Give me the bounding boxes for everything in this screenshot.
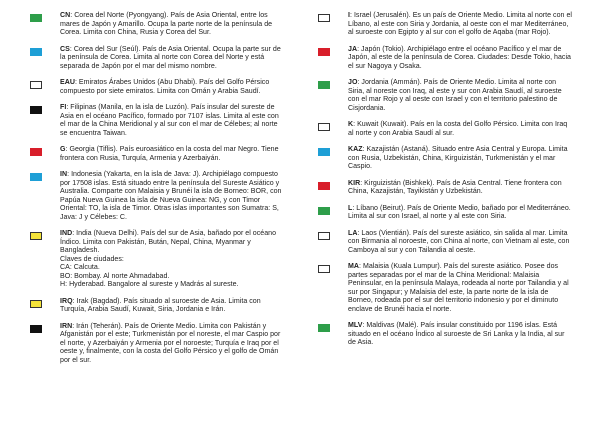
entry-text: MLV: Maldivas (Malé). País insular constituido por 1196 islas. Está situado en el océano Índico al suroeste de Sri Lanka y la India, al sur de Asia. xyxy=(348,322,565,346)
color-swatch xyxy=(30,173,42,181)
color-swatch xyxy=(318,48,330,56)
country-entry xyxy=(30,171,286,222)
entry-text: LA: Laos (Vientián). País del sureste asiático, sin salida al mar. Limita con Birmania al noroeste, con China al norte, con Vietnam al este, con Camboya al sur y con Tailandia al oeste. xyxy=(348,229,570,254)
country-code: K xyxy=(348,121,354,128)
country-description: Líbano (Beirut). País de Oriente Medio, bañado por el Mediterráneo. Limita al sur con Israel, al norte y al este con Siria. xyxy=(348,204,571,220)
country-entry xyxy=(30,298,286,315)
color-swatch xyxy=(30,14,42,22)
color-swatch xyxy=(318,81,330,89)
city-note-line: H: Hyderabad. Bangalore al sureste y Madrás al sureste. xyxy=(60,281,239,288)
entry-text: KAZ: Kazajistán (Astaná). Situado entre Asia Central y Europa. Limita con Rusia, Uzbekistán, China, Kirguizistán, Turkmenistán y el mar Caspio. xyxy=(348,146,568,170)
country-description: Japón (Tokio). Archipiélago entre el océano Pacífico y el mar de Japón, al este de la península de Corea. Ciudades: Desde Tokio, hacia el sur Nagoya y Osaka. xyxy=(348,45,571,70)
color-swatch xyxy=(318,232,330,240)
country-code: KIR xyxy=(348,179,361,187)
entry-text: G: Georgia (Tiflis). País euroasiático en la costa del mar Negro. Tiene frontera con Rusia, Turquía, Armenia y Azerbaiyán. xyxy=(60,146,279,162)
country-code: LA xyxy=(348,229,358,237)
country-description: Kuwait (Kuwait). País en la costa del Golfo Pérsico. Limita con Iraq al norte y con Arabia Saudí al sur. xyxy=(348,121,568,137)
color-swatch xyxy=(30,106,42,114)
city-notes xyxy=(60,256,286,290)
country-entry xyxy=(30,104,286,138)
country-description: Kazajistán (Astaná). Situado entre Asia Central y Europa. Limita con Rusia, Uzbekistán, China, Kirguizistán, Turkmenistán y el mar Caspio. xyxy=(348,146,568,170)
color-swatch xyxy=(318,123,330,131)
country-entry xyxy=(318,263,574,314)
country-entry xyxy=(30,146,286,163)
country-code: JA xyxy=(348,45,358,53)
country-description: Israel (Jerusalén). Es un país de Oriente Medio. Limita al norte con el Líbano, al este con Siria y Jordania, al oeste con el mar Mediterráneo, al suroeste con Egipto y al sur con el golfo de Aqaba (mar Rojo). xyxy=(348,12,572,36)
country-code: IRQ xyxy=(60,297,73,305)
country-entry xyxy=(318,322,574,348)
city-note-line: CA: Calcuta. xyxy=(60,264,100,271)
country-description: Filipinas (Manila, en la isla de Luzón). País insular del sureste de Asia en el océano Pacífico, formado por 7107 islas. Limita al este con el mar de la China Meridional y al sur con el mar de Célebes; al norte se encuentra Taiwan. xyxy=(60,104,279,137)
color-swatch xyxy=(318,324,330,332)
country-entry xyxy=(318,79,574,113)
color-swatch xyxy=(30,232,42,240)
country-description: Jordania (Ammán). País de Oriente Medio. Limita al norte con Siria, al noreste con Iraq, al este y sur con Arabia Saudí, al suroeste con el mar Rojo y al oeste con Israel y con el territorio palestino de Cisjordania. xyxy=(348,79,562,112)
color-swatch xyxy=(318,265,330,273)
entry-text: L: Líbano (Beirut). País de Oriente Medio, bañado por el Mediterráneo. Limita al sur con Israel, al norte y al este con Siria. xyxy=(348,204,571,220)
country-code: IRN xyxy=(60,322,73,330)
entry-text: CS: Corea del Sur (Seúl). País de Asia Oriental. Ocupa la parte sur de la península de Corea. Limita al norte con Corea del Norte y está separada de Japón por el mar del mismo nombre. xyxy=(60,45,281,70)
country-description: India (Nueva Delhi). País del sur de Asia, bañado por el océano Índico. Limita con Pakistán, Bután, Nepal, China, Myanmar y Bangladesh. xyxy=(60,230,277,254)
color-swatch xyxy=(318,148,330,156)
country-description: Maldivas (Malé). País insular constituido por 1196 islas. Está situado en el océano Índico al suroeste de Sri Lanka y la India, al sur de Asia. xyxy=(348,322,565,346)
country-code: MA xyxy=(348,263,359,270)
country-description: Irán (Teherán). País de Oriente Medio. Limita con Pakistán y Afganistán por el este; Turkmenistán por el noreste, el mar Caspio por el norte, y Azerbaiyán y Armenia por el noroeste; Turquía e Iraq por el oeste y, finalmente, con la costa del Golfo Pérsico y el golfo de Omán por el sur. xyxy=(60,322,281,364)
country-entry xyxy=(318,180,574,197)
country-code: MLV xyxy=(348,322,363,329)
country-description: Kirguizistán (Bishkek). País de Asia Central. Tiene frontera con China, Kazajistán, Tayikistán y Uzbekistán. xyxy=(348,179,562,195)
entry-text: IN: Indonesia (Yakarta, en la isla de Java: J). Archipiélago compuesto por 17508 islas. Está situado entre la península del Sureste Asiático y Australia. Comparte con Malaisia y Brunéi la isla de Borneo: BOR, con Papúa Nueva Guinea la isla de Nueva Guinea: NG, y con Timor Oriental: TO, la isla de Timor. Otras islas importantes son Sumatra: S, Java: J y Célebes: C. xyxy=(60,171,282,221)
entry-text: CN: Corea del Norte (Pyongyang). País de Asia Oriental, entre los mares de Japón y Amarillo. Ocupa la parte norte de la península de Corea. Limita con China, Rusia y Corea del Sur. xyxy=(60,12,273,36)
country-entry xyxy=(30,46,286,72)
country-code: IND xyxy=(60,230,73,237)
entry-text: IRN: Irán (Teherán). País de Oriente Medio. Limita con Pakistán y Afganistán por el este; Turkmenistán por el noreste, el mar Caspio por el norte, y Azerbaiyán y Armenia por el noroeste; Turquía e Iraq por el oeste y, finalmente, con la costa del Golfo Pérsico y el golfo de Omán por el sur. xyxy=(60,322,281,364)
country-code: G xyxy=(60,146,66,153)
entry-text: JA: Japón (Tokio). Archipiélago entre el océano Pacífico y el mar de Japón, al este de la península de Corea. Ciudades: Desde Tokio, hacia el sur Nagoya y Osaka. xyxy=(348,45,571,70)
entry-text: EAU: Emiratos Árabes Unidos (Abu Dhabi). País del Golfo Pérsico compuesto por siete emiratos. Limita con Omán y Arabia Saudí. xyxy=(60,79,270,95)
country-code: I xyxy=(348,12,350,19)
country-code: JO xyxy=(348,79,358,86)
entry-text: JO: Jordania (Ammán). País de Oriente Medio. Limita al norte con Siria, al noreste con Iraq, al este y sur con Arabia Saudí, al suroeste con el mar Rojo y al oeste con Israel y con el territorio palestino de Cisjordania. xyxy=(348,79,562,112)
color-swatch xyxy=(30,325,42,333)
entry-text: K: Kuwait (Kuwait). País en la costa del Golfo Pérsico. Limita con Iraq al norte y con Arabia Saudí al sur. xyxy=(348,121,568,137)
color-swatch xyxy=(30,300,42,308)
entry-text: MA: Malaisia (Kuala Lumpur). País del sureste asiático. Posee dos partes separadas por el mar de la China Meridional: Malaisia Peninsular, en la península Malaya, rodeada al norte por Tailandia y al sur por Singapur; y Malaisia del este, la parte norte de la isla de Borneo, rodeada por el sur del territorio indonesio y por el diminuto enclave de Brunéi hacia el norte. xyxy=(348,263,569,313)
color-swatch xyxy=(30,48,42,56)
country-entry xyxy=(318,205,574,222)
country-description: Corea del Norte (Pyongyang). País de Asia Oriental, entre los mares de Japón y Amarillo. Ocupa la parte norte de la península de Corea. Limita con China, Rusia y Corea del Sur. xyxy=(60,12,273,36)
country-description: Malaisia (Kuala Lumpur). País del sureste asiático. Posee dos partes separadas por el mar de la China Meridional: Malaisia Peninsular, en la península Malaya, rodeada al norte por Tailandia y al sur por Singapur; y Malaisia del este, la parte norte de la isla de Borneo, rodeada por el sur del territorio indonesio y por el diminuto enclave de Brunéi hacia el norte. xyxy=(348,263,569,313)
color-swatch xyxy=(318,14,330,22)
country-description: Indonesia (Yakarta, en la isla de Java: J). Archipiélago compuesto por 17508 islas. Está situado entre la península del Sureste Asiático y Australia. Comparte con Malaisia y Brunéi la isla de Borneo: BOR, con Papúa Nueva Guinea la isla de Nueva Guinea: NG, y con Timor Oriental: TO, la isla de Timor. Otras islas importantes son Sumatra: S, Java: J y Célebes: C. xyxy=(60,171,282,221)
entry-text: IRQ: Irak (Bagdad). País situado al suroeste de Asia. Limita con Turquía, Arabia Saudí, Kuwait, Siria, Jordania e Irán. xyxy=(60,297,261,313)
country-code: FI xyxy=(60,104,67,111)
country-description: Corea del Sur (Seúl). País de Asia Oriental. Ocupa la parte sur de la península de Corea. Limita al norte con Corea del Norte y está separada de Japón por el mar del mismo nombre. xyxy=(60,45,281,70)
country-description: Laos (Vientián). País del sureste asiático, sin salida al mar. Limita con Birmania al noroeste, con China al norte, con Vietnam al este, con Camboya al sur y con Tailandia al oeste. xyxy=(348,229,570,254)
city-note-line: BO: Bombay. Al norte Ahmadabad. xyxy=(60,272,170,280)
country-entry xyxy=(30,323,286,366)
country-entry xyxy=(318,230,574,256)
entry-text: FI: Filipinas (Manila, en la isla de Luzón). País insular del sureste de Asia en el océano Pacífico, formado por 7107 islas. Limita al este con el mar de la China Meridional y al sur con el mar de Célebes; al norte se encuentra Taiwan. xyxy=(60,104,279,137)
country-entry xyxy=(30,79,286,96)
country-code: KAZ xyxy=(348,146,363,153)
country-entry xyxy=(318,46,574,72)
color-swatch xyxy=(318,182,330,190)
color-swatch xyxy=(30,81,42,89)
entry-text: I: Israel (Jerusalén). Es un país de Oriente Medio. Limita al norte con el Líbano, al este con Siria y Jordania, al oeste con el mar Mediterráneo, al suroeste con Egipto y al sur con el golfo de Aqaba (mar Rojo). xyxy=(348,12,572,36)
right-column xyxy=(318,12,574,356)
country-description: Emiratos Árabes Unidos (Abu Dhabi). País del Golfo Pérsico compuesto por siete emiratos. Limita con Omán y Arabia Saudí. xyxy=(60,79,270,95)
country-code: CS xyxy=(60,45,70,53)
country-entry xyxy=(30,230,286,290)
country-code: IN xyxy=(60,171,68,178)
color-swatch xyxy=(318,207,330,215)
country-description: Irak (Bagdad). País situado al suroeste de Asia. Limita con Turquía, Arabia Saudí, Kuwait, Siria, Jordania e Irán. xyxy=(60,297,261,313)
country-entry xyxy=(318,121,574,138)
left-column xyxy=(30,12,286,373)
country-entry xyxy=(318,146,574,172)
color-swatch xyxy=(30,148,42,156)
country-entry xyxy=(318,12,574,38)
country-description: Georgia (Tiflis). País euroasiático en la costa del mar Negro. Tiene frontera con Rusia, Turquía, Armenia y Azerbaiyán. xyxy=(60,146,279,162)
country-entry xyxy=(30,12,286,38)
city-note-line: Claves de ciudades: xyxy=(60,255,124,263)
entry-text: KIR: Kirguizistán (Bishkek). País de Asia Central. Tiene frontera con China, Kazajistán, Tayikistán y Uzbekistán. xyxy=(348,179,562,195)
country-code: EAU xyxy=(60,79,75,86)
country-code: CN xyxy=(60,12,71,19)
country-code: L xyxy=(348,204,353,212)
entry-text: IND: India (Nueva Delhi). País del sur de Asia, bañado por el océano Índico. Limita con Pakistán, Bután, Nepal, China, Myanmar y Bangladesh. Claves de ciudades: CA: Calcuta. BO: Bombay. Al norte Ahmadabad. H: Hyderabad. Bangalore al sureste y Madrás al sureste. xyxy=(60,230,286,290)
